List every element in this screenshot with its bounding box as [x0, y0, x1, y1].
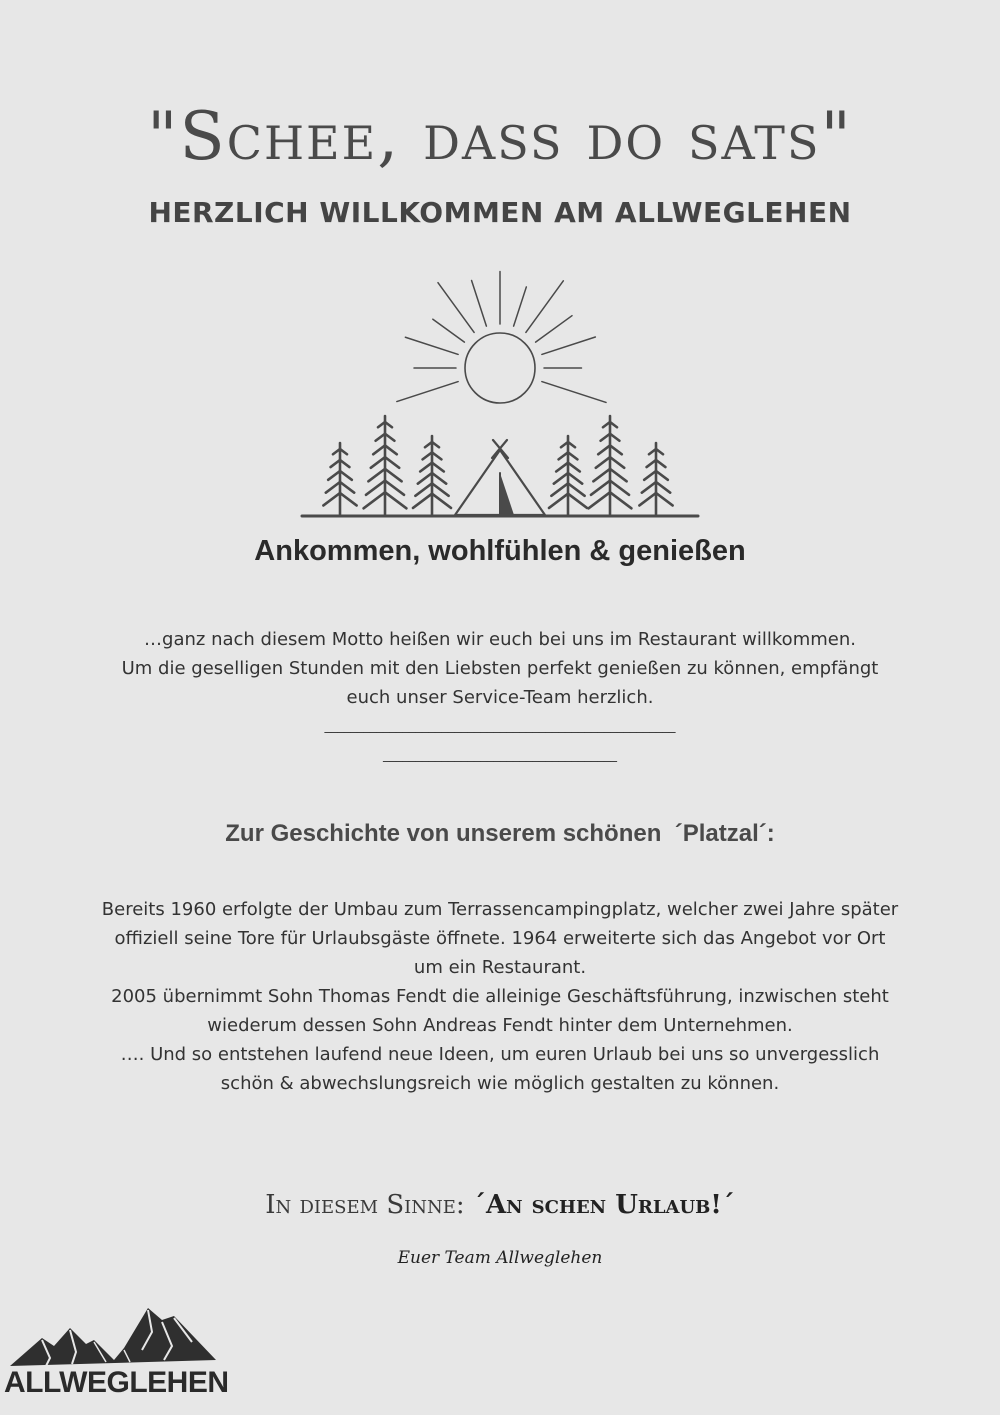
pine-tree: [549, 436, 587, 514]
pine-tree: [639, 443, 672, 514]
history-line: um ein Restaurant.: [413, 957, 587, 978]
history-line: 2005 übernimmt Sohn Thomas Fendt die alleinige Geschäftsführung, inzwischen steht: [111, 986, 889, 1007]
history-line: …. Und so entstehen laufend neue Ideen, um euren Urlaub bei uns so unvergesslich: [120, 1044, 880, 1065]
sun-ray: [433, 319, 465, 342]
history-text: [0, 895, 1000, 1098]
closing-emphasis: ´An schen Urlaub!´: [472, 1190, 735, 1220]
history-heading: Zur Geschichte von unserem schönen ´Platzal´:: [225, 820, 775, 847]
divider-line: ____________________________________: [383, 748, 617, 763]
main-title: "Schee, dass do sats": [147, 98, 853, 175]
history-line: offiziell seine Tore für Urlaubsgäste öffnete. 1964 erweiterte sich das Angebot vor Ort: [114, 928, 886, 949]
intro-line: euch unser Service-Team herzlich.: [346, 687, 654, 708]
sun-ray: [526, 281, 563, 333]
sun-ray: [542, 337, 595, 354]
sun-ray: [542, 382, 606, 403]
intro-text: [0, 625, 1000, 770]
sun-ray: [397, 382, 458, 402]
logo-text: ALLWEGLEHEN: [4, 1366, 229, 1399]
signature: Euer Team Allweglehen: [397, 1248, 603, 1268]
intro-line: Um die geselligen Stunden mit den Liebsten perfekt genießen zu können, empfängt: [121, 658, 879, 679]
history-line: Bereits 1960 erfolgte der Umbau zum Terrassencampingplatz, welcher zwei Jahre später: [101, 899, 899, 920]
subtitle: HERZLICH WILLKOMMEN AM ALLWEGLEHEN: [148, 196, 852, 229]
pine-tree: [413, 436, 451, 514]
history-line: schön & abwechslungsreich wie möglich gestalten zu können.: [220, 1073, 780, 1094]
intro-line: …ganz nach diesem Motto heißen wir euch bei uns im Restaurant willkommen.: [144, 629, 856, 650]
history-line: wiederum dessen Sohn Andreas Fendt hinter dem Unternehmen.: [207, 1015, 793, 1036]
sun-ray: [405, 337, 458, 354]
closing-prefix: In diesem Sinne:: [265, 1190, 465, 1220]
sun-ray: [438, 283, 474, 333]
divider-line: ______________________________________________________: [324, 719, 676, 734]
closing-line: [0, 1190, 1000, 1220]
sun-ray: [514, 287, 527, 326]
sun-ray: [536, 316, 572, 342]
pine-tree: [323, 443, 356, 514]
sun-forest-tent-icon: [300, 258, 700, 523]
sun-ray: [472, 281, 487, 327]
pine-tree: [364, 416, 407, 514]
pine-tree: [589, 416, 632, 514]
tagline: Ankommen, wohlfühlen & genießen: [254, 535, 746, 567]
